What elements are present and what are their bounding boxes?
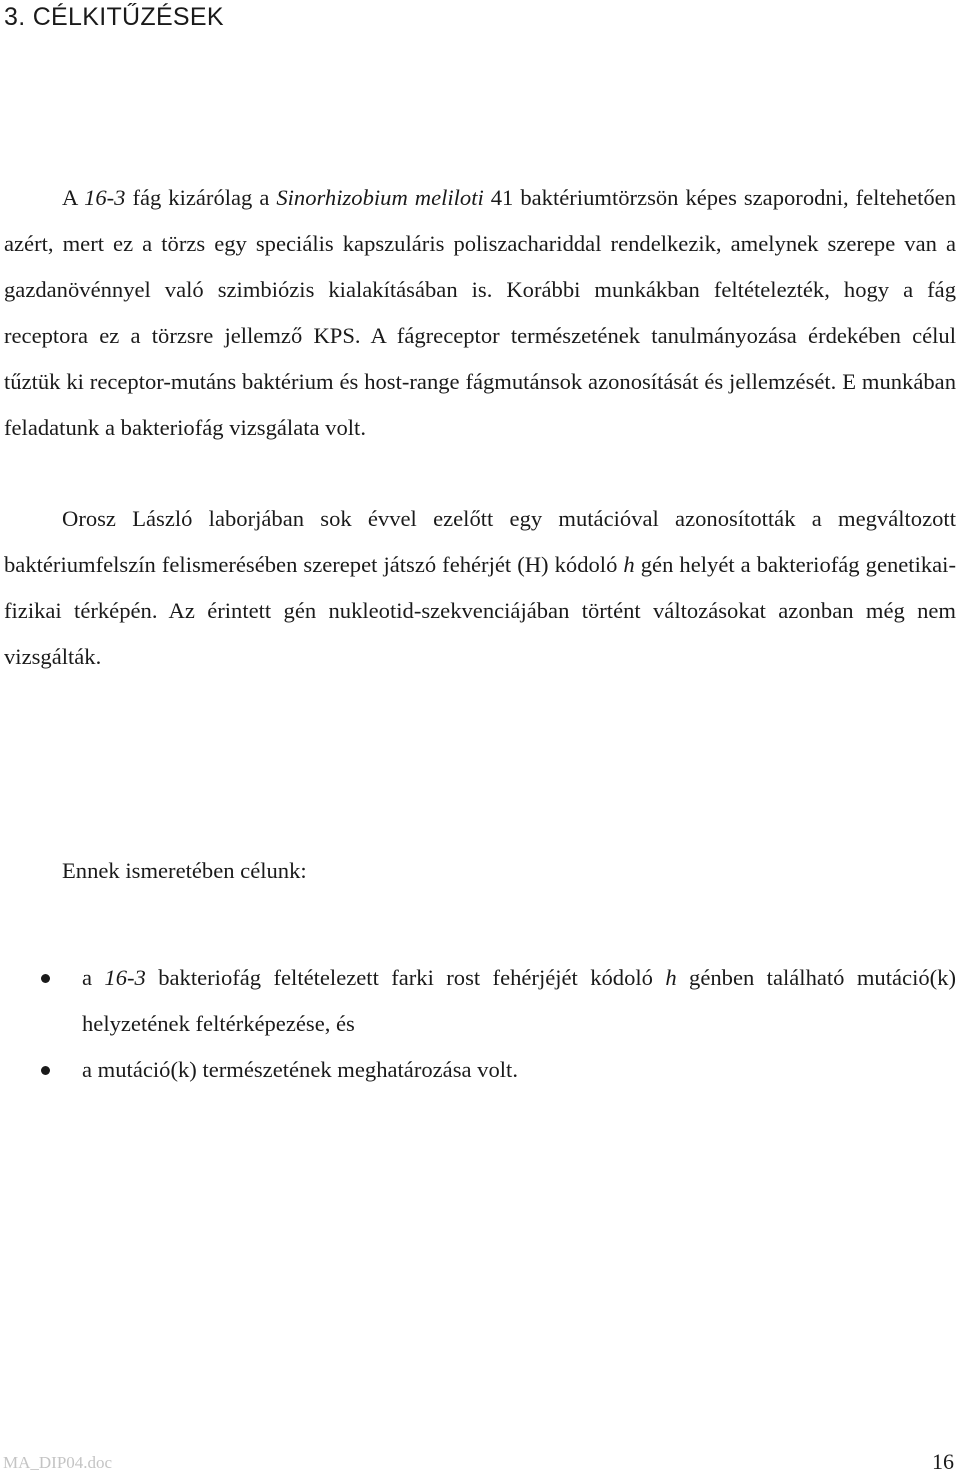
text-run: 41 baktériumtörzsön képes szaporodni, feltehetően azért, mert ez a törzs egy speciális kapszuláris poliszachariddal rendelkezik, amelynek szerepe van a gazdanövénnyel való szimbiózis kialakításában is. Korábbi munkákban feltételezték, hogy a fág receptora ez a törzsre jellemző KPS. A fágreceptor természetének tanulmányozása érdekében célul tűztük ki receptor-mutáns baktérium és host-range fágmutánsok azonosítását és jellemzését. E munkában feladatunk a bakteriofág vizsgálata volt. bbox=[4, 185, 956, 440]
bullet-icon bbox=[41, 974, 50, 983]
paragraph-background bbox=[4, 496, 956, 680]
page-number: 16 bbox=[932, 1449, 954, 1474]
bullet-icon bbox=[41, 1066, 50, 1075]
text-run: a mutáció(k) természetének meghatározása volt. bbox=[82, 1057, 518, 1082]
text-run: génben található mutáció(k) helyzetének feltérképezése, és bbox=[82, 965, 956, 1036]
text-run: a bbox=[82, 965, 105, 990]
phage-name: 16-3 bbox=[84, 185, 126, 210]
aims-lead: Ennek ismeretében célunk: bbox=[62, 858, 307, 883]
text-run: A bbox=[62, 185, 85, 210]
list-item bbox=[0, 955, 956, 1047]
text-run: gén helyét a bakteriofág genetikai-fizikai térképén. Az érintett gén nukleotid-szekvenciájában történt változásokat azonban még nem vizsgálták. bbox=[4, 552, 956, 669]
aims-list bbox=[0, 955, 956, 1093]
section-heading: 3. CÉLKITŰZÉSEK bbox=[4, 3, 224, 31]
text-run: fág kizárólag a bbox=[125, 185, 277, 210]
text-run: Orosz László laborjában sok évvel ezelőtt egy mutációval azonosították a megváltozott baktériumfelszín felismerésében szerepet játszó fehérjét (H) kódoló bbox=[4, 506, 956, 577]
footer-filename: MA_DIP04.doc bbox=[3, 1453, 113, 1472]
species-name: Sinorhizobium meliloti bbox=[276, 185, 484, 210]
gene-name: h bbox=[623, 552, 635, 577]
gene-name: h bbox=[665, 965, 677, 990]
list-item bbox=[0, 1047, 956, 1093]
paragraph-introduction bbox=[4, 175, 956, 451]
phage-name: 16-3 bbox=[104, 965, 146, 990]
text-run: bakteriofág feltételezett farki rost fehérjéjét kódoló bbox=[145, 965, 666, 990]
